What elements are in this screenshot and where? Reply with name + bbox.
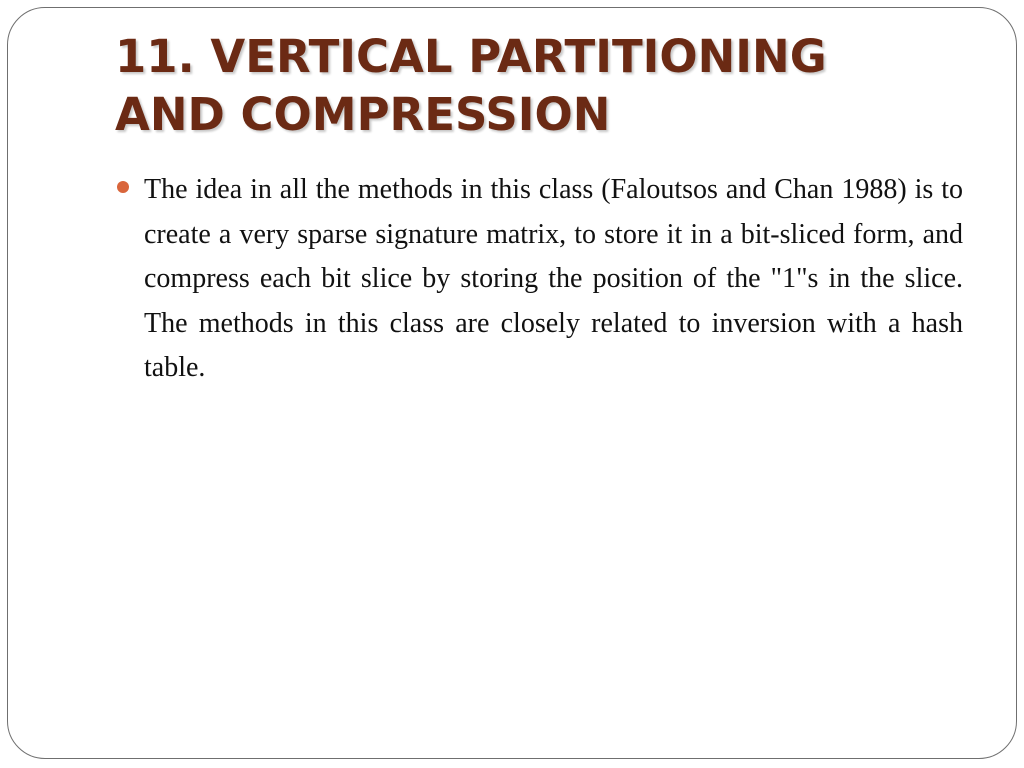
bullet-dot-icon — [117, 181, 129, 193]
bullet-item — [115, 168, 963, 391]
slide-title: 11. VERTICAL PARTITIONING AND COMPRESSION — [115, 30, 827, 141]
bullet-text: The idea in all the methods in this class (Faloutsos and Chan 1988) is to create a very sparse signature matrix, to store it in a bit-sliced form, and compress each bit slice by storing the position of the "1"s in the slice. The methods in this class are closely related to inversion with a hash table. — [144, 174, 963, 383]
slide-body — [115, 168, 963, 391]
